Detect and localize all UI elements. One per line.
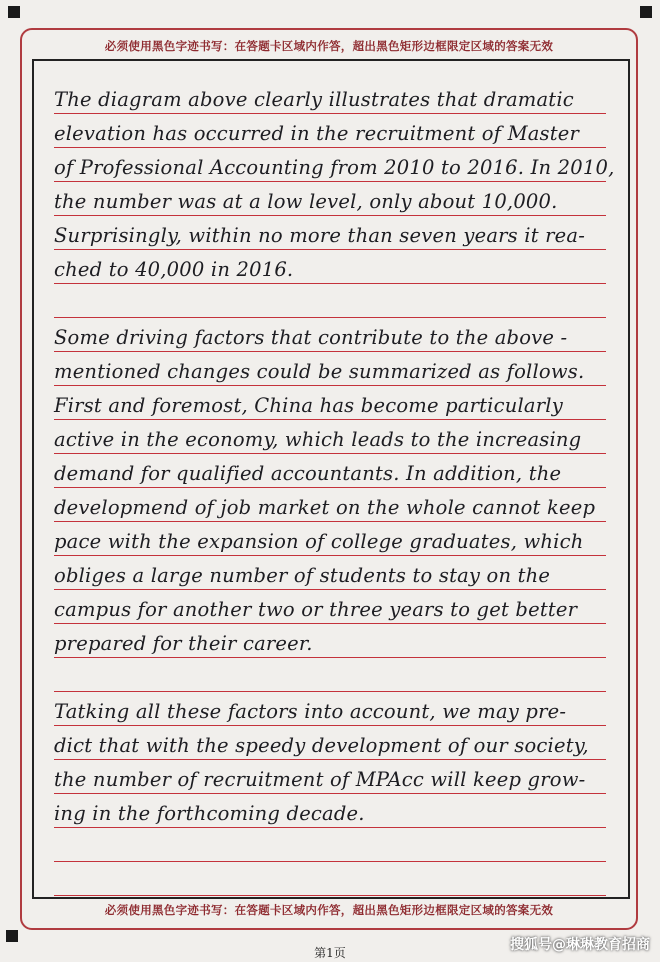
ruled-line bbox=[54, 726, 606, 760]
ruled-line bbox=[54, 114, 606, 148]
header-notice: 必须使用黑色字迹书写：在答题卡区域内作答，超出黑色矩形边框限定区域的答案无效 bbox=[104, 39, 554, 53]
ruled-line bbox=[54, 828, 606, 862]
ruled-line bbox=[54, 488, 606, 522]
ruled-line bbox=[54, 386, 606, 420]
ruled-line bbox=[54, 148, 615, 182]
handwritten-text-line: prepared for their career. bbox=[54, 632, 313, 655]
watermark: 搜狐号@琳琳教育招商 bbox=[510, 937, 650, 953]
handwritten-text-line: pace with the expansion of college graduates, which bbox=[54, 530, 584, 553]
handwritten-text-line: Surprisingly, within no more than seven years it rea- bbox=[54, 224, 586, 247]
handwritten-text-line: The diagram above clearly illustrates that dramatic bbox=[54, 88, 574, 111]
handwritten-text-line: ched to 40,000 in 2016. bbox=[54, 258, 294, 281]
footer-notice: 必须使用黑色字迹书写：在答题卡区域内作答，超出黑色矩形边框限定区域的答案无效 bbox=[104, 903, 554, 917]
handwritten-text-line: the number was at a low level, only about 10,000. bbox=[54, 190, 558, 213]
handwritten-text-line: campus for another two or three years to get better bbox=[54, 598, 578, 621]
ruled-line bbox=[54, 658, 606, 692]
handwritten-text-line: ing in the forthcoming decade. bbox=[54, 802, 365, 825]
handwritten-text-line: active in the economy, which leads to the increasing bbox=[54, 428, 582, 451]
handwritten-text-line: obliges a large number of students to stay on the bbox=[54, 564, 551, 587]
ruled-line bbox=[54, 624, 606, 658]
ruled-line bbox=[54, 794, 606, 828]
ruled-line bbox=[54, 862, 606, 896]
ruled-line bbox=[54, 284, 606, 318]
handwritten-text-line: dict that with the speedy development of our society, bbox=[54, 734, 589, 757]
registration-mark-top-left bbox=[8, 6, 20, 18]
handwritten-text-line: elevation has occurred in the recruitment of Master bbox=[54, 122, 580, 145]
ruled-line bbox=[54, 352, 606, 386]
ruled-line bbox=[54, 590, 606, 624]
ruled-line bbox=[54, 454, 606, 488]
handwritten-text-line: Tatking all these factors into account, we may pre- bbox=[54, 700, 567, 723]
ruled-line bbox=[54, 556, 606, 590]
ruled-line bbox=[54, 80, 606, 114]
handwritten-text-line: Some driving factors that contribute to the above - bbox=[54, 326, 568, 349]
ruled-line bbox=[54, 760, 606, 794]
ruled-line bbox=[54, 216, 606, 250]
ruled-line bbox=[54, 182, 606, 216]
ruled-lines bbox=[54, 80, 615, 896]
handwritten-text-line: mentioned changes could be summarized as follows. bbox=[54, 360, 585, 383]
ruled-line bbox=[54, 420, 606, 454]
handwritten-text-line: demand for qualified accountants. In addition, the bbox=[54, 462, 562, 485]
handwritten-text-line: developmend of job market on the whole cannot keep bbox=[54, 496, 596, 519]
ruled-line bbox=[54, 250, 606, 284]
ruled-line bbox=[54, 318, 606, 352]
registration-mark-top-right bbox=[640, 6, 652, 18]
page-number: 第1页 bbox=[314, 946, 346, 960]
handwritten-text-line: First and foremost, China has become particularly bbox=[54, 394, 563, 417]
handwritten-text-line: the number of recruitment of MPAcc will keep grow- bbox=[54, 768, 586, 791]
ruled-line bbox=[54, 522, 606, 556]
handwritten-text-line: of Professional Accounting from 2010 to 2016. In 2010, bbox=[54, 156, 615, 179]
ruled-line bbox=[54, 692, 606, 726]
registration-mark-bottom-left bbox=[6, 930, 18, 942]
